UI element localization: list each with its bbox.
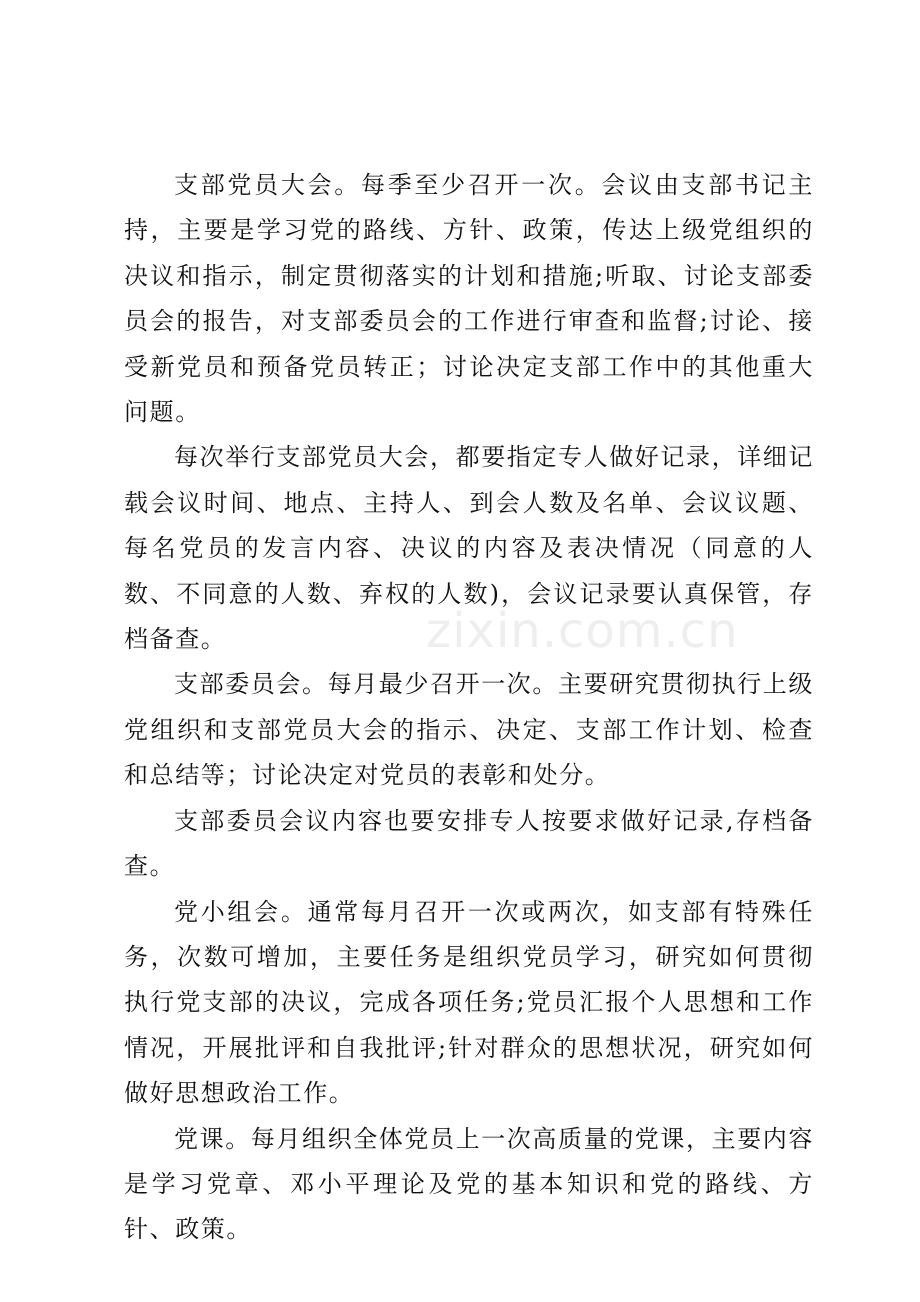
watermark: zixin.com.cn [426,603,739,659]
paragraph-party-congress: 支部党员大会。每季至少召开一次。会议由支部书记主持，主要是学习党的路线、方针、政策，传达上级党组织的决议和指示，制定贯彻落实的计划和措施;听取、讨论支部委员会的报告，对支部委员会的工作进行审查和监督;讨论、接受新党员和预备党员转正；讨论决定支部工作中的其他重大问题。 [124,171,814,427]
document-body [124,163,814,1253]
paragraph-party-group-meeting: 党小组会。通常每月召开一次或两次，如支部有特殊任务，次数可增加，主要任务是组织党员学习，研究如何贯彻执行党支部的决议，完成各项任务;党员汇报个人思想和工作情况，开展批评和自我批评;针对群众的思想状况，研究如何做好思想政治工作。 [124,897,814,1108]
paragraph-committee-records: 支部委员会议内容也要安排专人按要求做好记录,存档备查。 [124,806,814,881]
paragraph-branch-committee: 支部委员会。每月最少召开一次。主要研究贯彻执行上级党组织和支部党员大会的指示、决定、支部工作计划、检查和总结等；讨论决定对党员的表彰和处分。 [124,670,814,790]
paragraph-congress-records: 每次举行支部党员大会，都要指定专人做好记录，详细记载会议时间、地点、主持人、到会人数及名单、会议议题、每名党员的发言内容、决议的内容及表决情况（同意的人数、不同意的人数、弃权的人数)，会议记录要认真保管，存档备查。 [124,443,814,654]
paragraph-party-lecture: 党课。每月组织全体党员上一次高质量的党课，主要内容是学习党章、邓小平理论及党的基本知识和党的路线、方针、政策。 [124,1124,814,1244]
